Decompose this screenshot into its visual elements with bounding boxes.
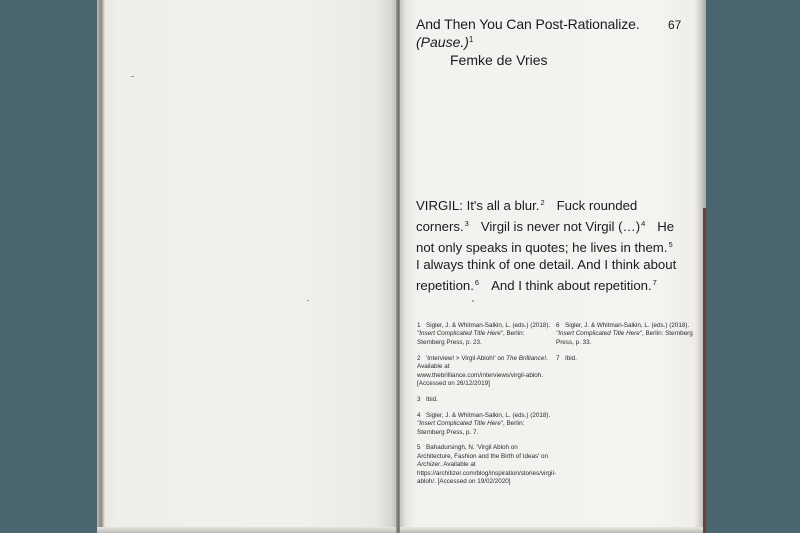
footnote-number: 3 [417,395,421,403]
running-title: And Then You Can Post-Rationalize. [416,16,640,32]
footnote-number: 1 [417,322,421,329]
footnote-text: Sigler, J. & Whitman-Salkin, L. (eds.) (2018). [426,411,551,419]
footnote-title: Archizer [417,461,441,469]
footnote-ref: 6 [474,278,480,288]
footnote-number: 2 [417,354,421,362]
subtitle-text: (Pause.) [416,34,469,50]
footnote-ref: 5 [668,239,673,249]
footnote-4 [417,412,553,437]
footnote-ref: 4 [641,218,646,228]
footnote-number: 5 [417,444,421,452]
footnote-number: 6 [556,322,560,329]
footnote-6 [556,322,696,347]
footnote-title: "Insert Complicated Title Here" [417,420,503,428]
footnote-ref: 2 [540,198,545,207]
footnote-number: 7 [556,354,560,362]
footnote-number: 4 [417,411,421,419]
footnote-3 [417,396,553,404]
body-paragraph [416,194,678,295]
quote-6: And I think about repetition. [491,278,652,294]
quote-1: VIRGIL: It's all a blur. [416,198,540,213]
red-page-edge [703,208,706,533]
footnote-text: Ibid. [426,395,438,403]
subtitle [416,34,473,50]
paper-speck [472,300,474,302]
footnote-text: Sigler, J. & Whitman-Salkin, L. (eds.) (2018). [565,322,690,329]
footnote-1 [417,322,553,347]
footnotes-column-1 [417,322,556,494]
footnote-ref: 3 [464,218,469,228]
paper-speck [307,300,309,301]
right-page [400,0,706,533]
footnote-title: "Insert Complicated Title Here" [417,330,503,338]
quote-5: I always think of one detail. And I think about repetition. [416,257,677,294]
footnote-2 [417,355,553,389]
quote-4: He not only speaks in quotes; he lives in them. [416,218,675,255]
paper-speck [131,76,134,77]
author-name: Femke de Vries [450,52,548,68]
left-page-blank [97,0,398,533]
open-book [97,0,707,533]
quote-3: Virgil is never not Virgil (…) [480,218,641,234]
footnote-text: . Available at https://architizer.com/blog/inspiration/stories/virgil-abloh/. [Accessed on 19/02/2020] [417,461,556,486]
footnote-text: Sigler, J. & Whitman-Salkin, L. (eds.) (2018). [426,322,551,329]
footnote-text: Bahadursingh, N. 'Virgil Abloh on Architecture, Fashion and the Birth of Ideas' on [417,444,549,460]
footnote-title: "Insert Complicated Title Here" [556,330,642,338]
footnote-text: , Berlin: Sternberg Press, p. 23. [417,330,525,346]
footnote-text: 'Interview! > Virgil Abloh!' on [426,354,507,362]
quote-2: Fuck rounded corners. [416,198,638,234]
footnote-text: . Available at www.thebrilliance.com/interviews/virgil-abloh. [Accessed on 26/12/2019] [417,354,548,387]
footnote-7 [556,355,696,363]
footnote-text: Ibid. [565,354,577,362]
footnote-title: The Brilliance! [506,354,547,362]
footnote-ref: 7 [652,278,657,288]
footnote-text: , Berlin: Sternberg Press, p. 33. [556,330,693,346]
page-number: 67 [668,18,682,32]
footnote-text: , Berlin: Sternberg Press, p. 7. [417,420,525,436]
footnotes-column-2 [556,322,696,371]
footnote-ref: 1 [468,35,474,44]
footnote-5 [417,444,556,486]
